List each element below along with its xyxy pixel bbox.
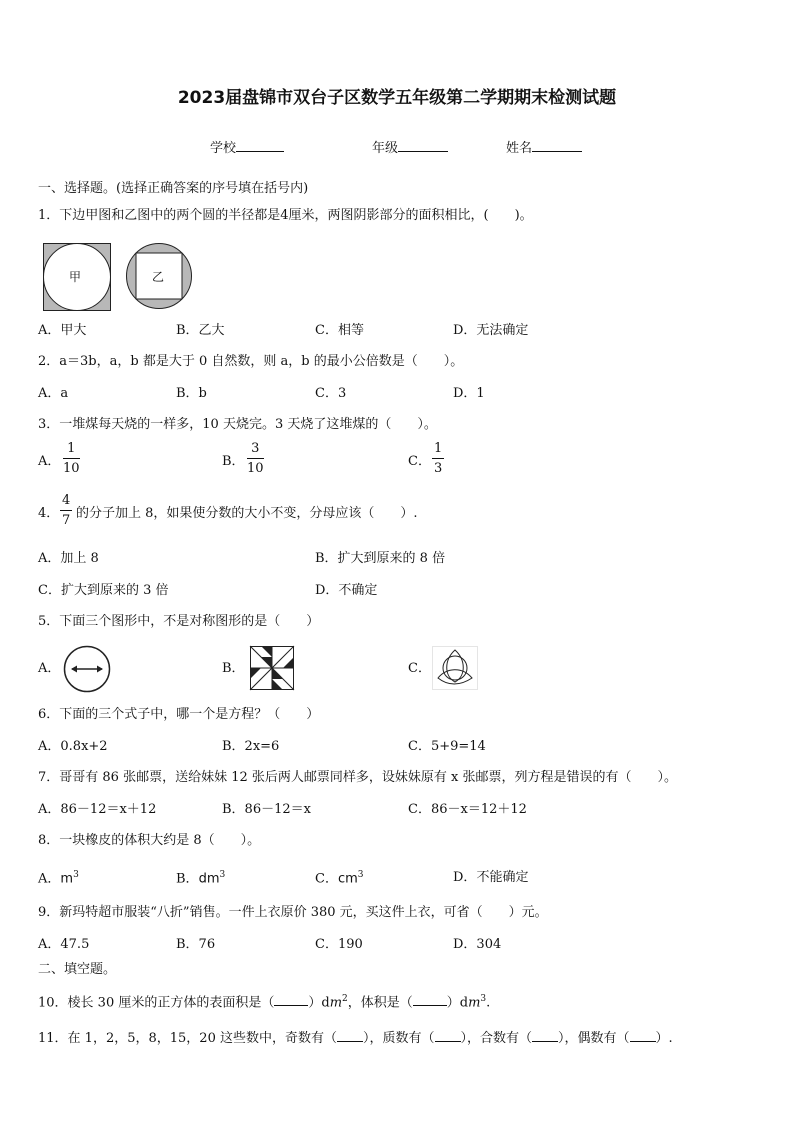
q2-option-b[interactable]: B．b (176, 386, 207, 401)
grade-field[interactable] (372, 142, 448, 155)
name-label: 姓名 (506, 141, 533, 156)
pinwheel-figure-icon (250, 646, 294, 690)
question-6-stem: 6．下面的三个式子中，哪一个是方程？（ ） (38, 707, 320, 722)
q3-option-b[interactable]: B． (222, 454, 245, 469)
q5-option-c[interactable]: C． (408, 661, 431, 676)
q2-option-d[interactable]: D．1 (453, 386, 485, 401)
q6-option-b[interactable]: B．2x=6 (222, 739, 280, 754)
unit-m3: m (60, 871, 74, 887)
question-1-stem: 1．下边甲图和乙图中的两个圆的半径都是4厘米，两图阴影部分的面积相比，( )。 (38, 208, 533, 223)
school-blank[interactable] (236, 150, 284, 152)
q11-blank-even[interactable] (630, 1040, 656, 1042)
unit-dm3: dm (198, 871, 220, 887)
q4-option-c[interactable]: C．扩大到原来的 3 倍 (38, 583, 169, 598)
school-field[interactable] (210, 142, 284, 155)
grade-blank[interactable] (398, 150, 448, 152)
question-3-stem: 3．一堆煤每天烧的一样多，10 天烧完。3 天烧了这堆煤的（ ）。 (38, 417, 437, 432)
q11-blank-odd[interactable] (337, 1040, 363, 1042)
q1-option-b[interactable]: B．乙大 (176, 323, 225, 338)
school-label: 学校 (210, 141, 237, 156)
q8-option-b[interactable]: B．$dm^3$ (176, 870, 226, 887)
question-10: 10．棱长 30 厘米的正方体的表面积是（ ）$dm^2$，体积是（ ）$dm^3$. (38, 994, 491, 1011)
q4-option-d[interactable]: D．不确定 (315, 583, 378, 598)
q6-option-c[interactable]: C．5+9=14 (408, 739, 486, 754)
q4-option-a[interactable]: A．加上 8 (38, 551, 99, 566)
q2-option-a[interactable]: A．a (38, 386, 69, 401)
grade-label: 年级 (372, 141, 399, 156)
q4-option-b[interactable]: B．扩大到原来的 8 倍 (315, 551, 446, 566)
section-fill-heading: 二、填空题。 (38, 962, 117, 977)
question-8-stem: 8．一块橡皮的体积大约是 8（ ）。 (38, 833, 261, 848)
q3-fraction-c: $\frac{1}{3}$ (434, 441, 443, 476)
q8-option-c[interactable]: C．$cm^3$ (315, 870, 364, 887)
question-5-stem: 5．下面三个图形中，不是对称图形的是（ ） (38, 614, 320, 629)
q5-option-b[interactable]: B． (222, 661, 245, 676)
page-title: 2023届盘锦市双台子区数学五年级第二学期期末检测试题 (177, 88, 617, 108)
q7-option-a[interactable]: A．86－12＝x＋12 (38, 802, 157, 817)
question-9-stem: 9．新玛特超市服装“八折”销售。一件上衣原价 380 元，买这件上衣，可省（ ）元。 (38, 905, 548, 920)
q9-option-d[interactable]: D．304 (453, 937, 502, 952)
q7-option-b[interactable]: B．86－12＝x (222, 802, 311, 817)
q9-option-a[interactable]: A．47.5 (38, 937, 90, 952)
q11-blank-composite[interactable] (532, 1040, 558, 1042)
name-blank[interactable] (532, 150, 582, 152)
question-4-stem: 的分子加上 8，如果使分数的大小不变，分母应该（ ）. (76, 506, 418, 521)
q3-fraction-a: $\frac{1}{10}$ (63, 441, 80, 476)
question-11: 11．在 1，2，5，8，15，20 这些数中，奇数有（ ），质数有（ ），合数有（ ），偶数有（ ）. (38, 1031, 673, 1046)
q3-fraction-b: $\frac{3}{10}$ (247, 441, 264, 476)
q3-option-c[interactable]: C． (408, 454, 431, 469)
q9-option-b[interactable]: B．76 (176, 937, 216, 952)
q7-option-c[interactable]: C．86－x＝12＋12 (408, 802, 527, 817)
section-choice-heading: 一、选择题。(选择正确答案的序号填在括号内) (38, 181, 309, 196)
q5-option-a[interactable]: A． (38, 661, 61, 676)
question-4-number: 4． (38, 506, 60, 521)
trefoil-figure-icon (432, 646, 478, 690)
figure-yi-label: 乙 (152, 270, 165, 284)
q2-option-c[interactable]: C．3 (315, 386, 347, 401)
q1-option-c[interactable]: C．相等 (315, 323, 364, 338)
figure-jia-label: 甲 (69, 270, 82, 284)
q10-blank-area[interactable] (274, 1004, 308, 1006)
q6-option-a[interactable]: A．0.8x+2 (38, 739, 108, 754)
q9-option-c[interactable]: C．190 (315, 937, 363, 952)
question-7-stem: 7．哥哥有 86 张邮票，送给妹妹 12 张后两人邮票同样多，设妹妹原有 x 张邮票，列方程是错误的有（ ）。 (38, 770, 677, 785)
q8-option-d[interactable]: D．不能确定 (453, 870, 529, 885)
q1-option-d[interactable]: D．无法确定 (453, 323, 529, 338)
q4-fraction: $\frac{4}{7}$ (62, 493, 71, 528)
circle-arrow-figure-icon (62, 645, 112, 693)
q10-blank-volume[interactable] (413, 1004, 447, 1006)
name-field[interactable] (506, 142, 582, 155)
q3-option-a[interactable]: A． (38, 454, 61, 469)
q8-option-a[interactable]: A．$m^3$ (38, 870, 79, 887)
question-2-stem: 2．a＝3b，a，b 都是大于 0 自然数，则 a，b 的最小公倍数是（ ）。 (38, 354, 464, 369)
q1-option-a[interactable]: A．甲大 (38, 323, 87, 338)
unit-cm3: cm (337, 871, 358, 887)
q11-blank-prime[interactable] (435, 1040, 461, 1042)
